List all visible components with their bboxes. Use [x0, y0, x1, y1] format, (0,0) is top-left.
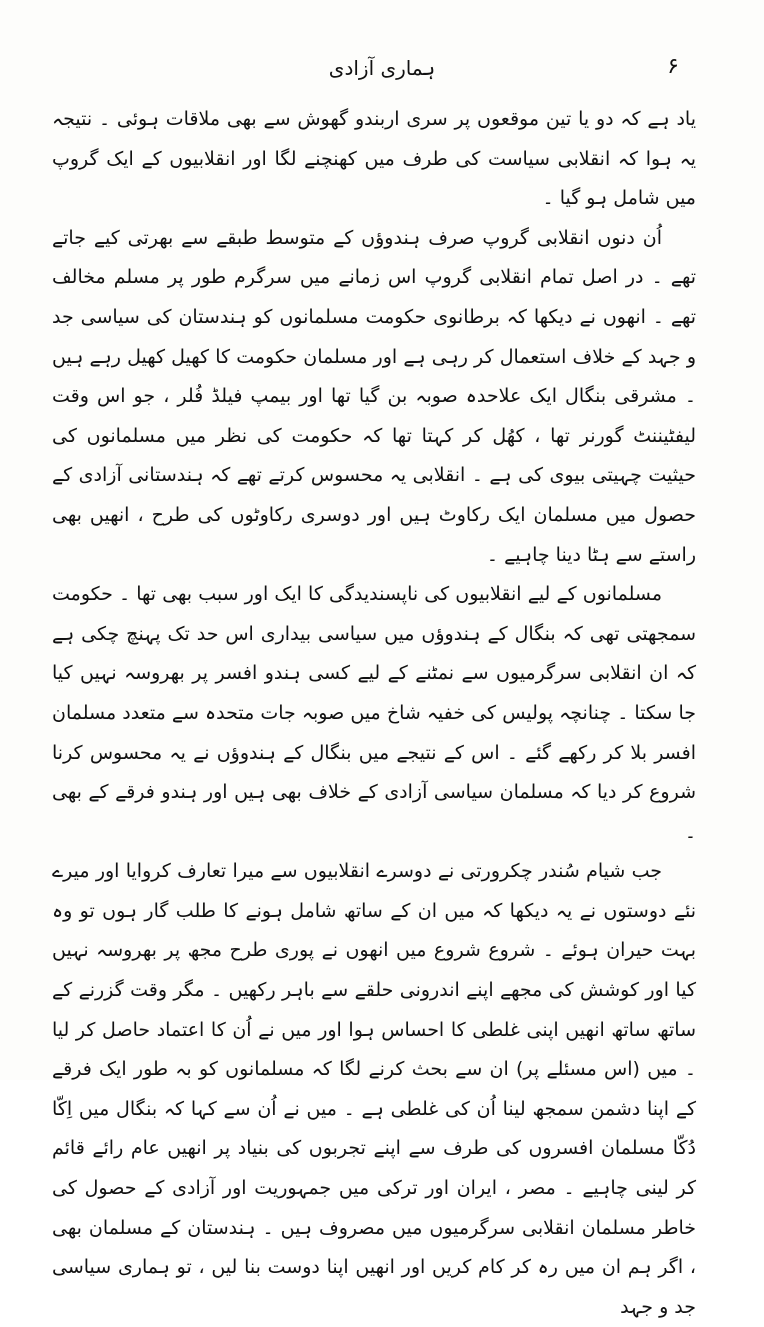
page-header: [40, 50, 724, 94]
paragraph: مسلمانوں کے لیے انقلابیوں کی ناپسندیدگی کا ایک اور سبب بھی تھا ۔ حکومت سمجھتی تھی کہ بنگال کے ہندوؤں میں سیاسی بیداری اس حد تک پہنچ چکی ہے کہ ان انقلابی سرگرمیوں سے نمٹنے کے لیے کسی ہندو افسر پر بھروسہ نہیں کیا جا سکتا ۔ چنانچہ پولیس کی خفیہ شاخ میں صوبہ جات متحدہ سے متعدد مسلمان افسر بلا کر رکھے گئے ۔ اس کے نتیجے میں بنگال کے ہندوؤں نے یہ محسوس کرنا شروع کر دیا کہ مسلمان سیاسی آزادی کے خلاف بھی ہیں اور ہندو فرقے کے بھی ۔: [52, 583, 696, 843]
body-text: [52, 100, 696, 1327]
paragraph: یاد ہے کہ دو یا تین موقعوں پر سری اربندو گھوش سے بھی ملاقات ہوئی ۔ نتیجہ یہ ہوا کہ انقلابی سیاست کی طرف میں کھنچنے لگا اور انقلابیوں کے ایک گروپ میں شامل ہو گیا ۔: [52, 108, 696, 210]
running-title: ہماری آزادی: [328, 56, 436, 80]
paragraph: جب شیام سُندر چکرورتی نے دوسرے انقلابیوں سے میرا تعارف کروایا اور میرے نئے دوستوں نے یہ دیکھا کہ میں ان کے ساتھ شامل ہونے کا طلب گار ہوں تو وہ بہت حیران ہوئے ۔ شروع شروع میں انھوں نے پوری طرح مجھ پر بھروسہ نہیں کیا اور کوشش کی مجھے اپنے اندرونی حلقے سے باہر رکھیں ۔ مگر وقت گزرنے کے ساتھ ساتھ انھیں اپنی غلطی کا احساس ہوا اور میں نے اُن کا اعتماد حاصل کر لیا ۔ میں (اس مسئلے پر) ان سے بحث کرنے لگا کہ مسلمانوں کو بہ طور ایک فرقے کے اپنا دشمن سمجھ لینا اُن کی غلطی ہے ۔ میں نے اُن سے کہا کہ بنگال میں اِکّا دُکّا مسلمان افسروں کی طرف سے اپنے تجربوں کی بنیاد پر انھیں عام رائے قائم کر لینی چاہیے ۔ مصر ، ایران اور ترکی میں جمہوریت اور آزادی کے حصول کی خاطر مسلمان انقلابی سرگرمیوں میں مصروف ہیں ۔ ہندستان کے مسلمان بھی ، اگر ہم ان میں رہ کر کام کریں اور انھیں اپنا دوست بنا لیں ، تو ہماری سیاسی جد و جہد: [52, 860, 696, 1318]
page-number: ۶: [667, 54, 679, 79]
paragraph: اُن دنوں انقلابی گروپ صرف ہندوؤں کے متوسط طبقے سے بھرتی کیے جاتے تھے ۔ در اصل تمام انقلابی گروپ اس زمانے میں سرگرم طور پر مسلم مخالف تھے ۔ انھوں نے دیکھا کہ برطانوی حکومت مسلمانوں کو ہندستان کی سیاسی جد و جہد کے خلاف استعمال کر رہی ہے اور مسلمان حکومت کا کھیل کھیل رہے ہیں ۔ مشرقی بنگال ایک علاحدہ صوبہ بن گیا تھا اور بیمپ فیلڈ فُلر ، جو اس وقت لیفٹیننٹ گورنر تھا ، کھُل کر کہتا تھا کہ حکومت کی نظر میں مسلمانوں کی حیثیت چہیتی بیوی کی ہے ۔ انقلابی یہ محسوس کرتے تھے کہ ہندستانی آزادی کے حصول میں مسلمان ایک رکاوٹ ہیں اور دوسری رکاوٹوں کی طرح ، انھیں بھی راستے سے ہٹا دینا چاہیے ۔: [52, 226, 696, 566]
